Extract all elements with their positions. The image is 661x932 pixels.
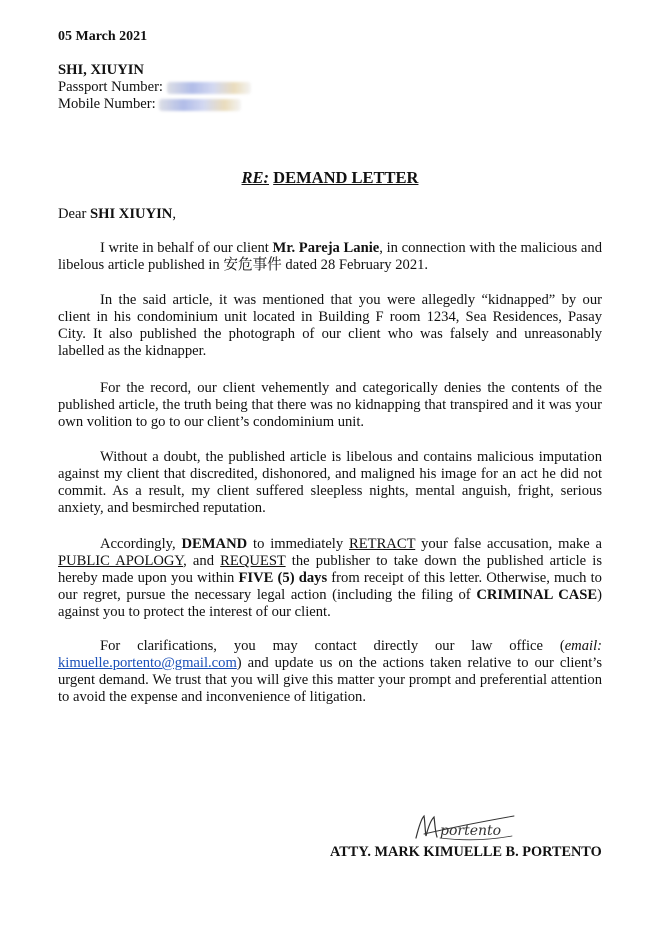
subject-line <box>58 169 602 186</box>
passport-redaction <box>167 82 251 94</box>
retract-word: RETRACT <box>349 536 416 552</box>
criminal-case-words: CRIMINAL CASE <box>476 587 598 603</box>
passport-line <box>58 79 602 96</box>
recipient-name: SHI, XIUYIN <box>58 62 144 78</box>
p5-text-d: , and <box>183 553 214 569</box>
paragraph-libel: Without a doubt, the published article is libelous and contains malicious imputation against my client that discredited, dishonored, and maligned his image for an act he did not commit. As a result, my client suffered sleepless nights, mental anguish, fright, serious anxiety, and besmirched reputation. <box>58 449 602 516</box>
mobile-redaction <box>159 99 241 111</box>
paragraph-client <box>58 240 602 274</box>
signatory-name: ATTY. MARK KIMUELLE B. PORTENTO <box>330 844 602 860</box>
publication-name: 安危事件 <box>223 257 282 273</box>
paragraph-demand <box>58 536 602 621</box>
email-link[interactable]: kimuelle.portento@gmail.com <box>58 655 237 671</box>
p5-text-a: Accordingly, <box>100 536 176 552</box>
mobile-line <box>58 96 602 113</box>
recipient-block <box>58 62 602 113</box>
paragraph-article: In the said article, it was mentioned that you were allegedly “kidnapped” by our client in his condominium unit located in Building F room 1234, Sea Residences, Pasay City. It also published the photograph of our client who was falsely and unreasonably labelled as the kidnapper. <box>58 292 602 359</box>
signature-graphic <box>410 808 520 844</box>
svg-text:portento: portento <box>440 823 502 839</box>
subject-title: DEMAND LETTER <box>273 168 419 187</box>
subject-label: RE: <box>241 168 270 187</box>
paragraph-denial: For the record, our client vehemently and categorically denies the contents of the published article, the truth being that there was no kidnapping that transpired and it was your own volition to go to our client’s condominium unit. <box>58 380 602 430</box>
passport-label: Passport Number: <box>58 79 163 95</box>
salutation <box>58 206 602 223</box>
p6-text-b: ) and update us on the actions taken relative to our client’s urgent demand. We trust that you will give this matter your prompt and preferential attention to avoid the expense and inconvenience of litigation. <box>58 655 602 705</box>
request-word: REQUEST <box>220 553 286 569</box>
p5-text-g: ) against you to protect the interest of our client. <box>58 587 602 620</box>
public-apology-words: PUBLIC APOLOGY <box>58 553 184 569</box>
email-label: email: <box>564 638 602 654</box>
demand-word: DEMAND <box>181 536 248 552</box>
p5-text-c: your false accusation, make a <box>421 536 603 552</box>
letter-date: 05 March 2021 <box>58 29 148 44</box>
client-name: Mr. Pareja Lanie <box>272 240 380 256</box>
p6-text-a: For clarifications, you may contact directly our law office ( <box>100 638 565 654</box>
salutation-suffix: , <box>172 206 176 222</box>
paragraph-contact <box>58 638 602 706</box>
handwritten-signature <box>410 808 520 844</box>
p1-text-a: I write in behalf of our client <box>100 240 269 256</box>
p1-text-b: , in connection with the malicious and libelous article published in <box>58 240 602 273</box>
p1-text-c: dated 28 February 2021. <box>285 257 429 273</box>
deadline-days: FIVE (5) days <box>238 570 328 586</box>
p5-text-b: to immediately <box>253 536 344 552</box>
mobile-label: Mobile Number: <box>58 96 156 112</box>
p5-text-f: from receipt of this letter. Otherwise, much to our regret, pursue the necessary legal action (including the filing of <box>58 570 602 603</box>
p5-text-e: the publisher to take down the published article is hereby made upon you within <box>58 553 603 586</box>
salutation-prefix: Dear <box>58 206 87 222</box>
salutation-name: SHI XIUYIN <box>90 206 173 222</box>
